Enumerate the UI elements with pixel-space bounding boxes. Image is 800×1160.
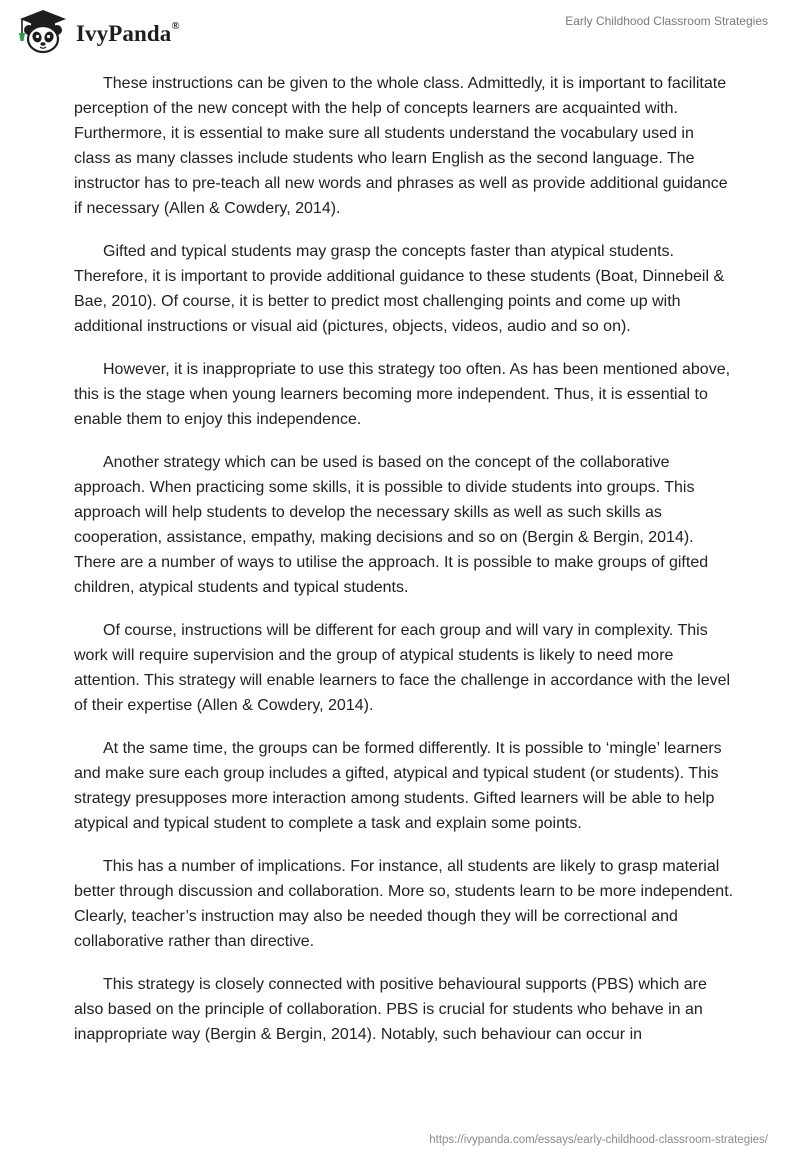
paragraph: This strategy is closely connected with positive behavioural supports (PBS) which are also based on the principle of collaboration. PBS is crucial for students who behave in an inappropriate way (Bergin & Bergin, 2014). Notably, such behaviour can occur in <box>74 976 707 1043</box>
panda-graduation-cap-icon <box>14 8 72 54</box>
brand-name: IvyPanda® <box>76 20 180 46</box>
ivypanda-logo[interactable] <box>14 8 180 54</box>
paragraph: These instructions can be given to the whole class. Admittedly, it is important to facilitate perception of the new concept with the help of concepts learners are acquainted with. Furthermore, it is essential to make sure all students understand the vocabulary used in class as many classes include students who learn English as the second language. The instructor has to pre-teach all new words and phrases as well as provide additional guidance if necessary (Allen & Cowdery, 2014). <box>74 75 728 217</box>
paragraph: Of course, instructions will be different for each group and will vary in complexity. This work will require supervision and the group of atypical students is likely to need more attention. This strategy will enable learners to face the challenge in accordance with the level of their expertise (Allen & Cowdery, 2014). <box>74 622 731 714</box>
paragraph: Another strategy which can be used is based on the concept of the collaborative approach. When practicing some skills, it is possible to divide students into groups. This approach will help students to develop the necessary skills as well as such skills as cooperation, assistance, empathy, making decisions and so on (Bergin & Bergin, 2014). There are a number of ways to utilise the approach. It is possible to make groups of gifted children, atypical students and typical students. <box>74 454 709 596</box>
document-title: Early Childhood Classroom Strategies <box>565 14 768 28</box>
paragraph: However, it is inappropriate to use this strategy too often. As has been mentioned above, this is the stage when young learners becoming more independent. Thus, it is essential to enable them to enjoy this independence. <box>74 361 731 428</box>
essay-body <box>74 71 734 1065</box>
page-header <box>0 0 800 60</box>
paragraph: Gifted and typical students may grasp the concepts faster than atypical students. Therefore, it is important to provide additional guidance to these students (Boat, Dinnebeil & Bae, 2010). Of course, it is better to predict most challenging points and come up with additional instructions or visual aid (pictures, objects, videos, audio and so on). <box>74 243 725 335</box>
paragraph: At the same time, the groups can be formed differently. It is possible to ‘mingle’ learners and make sure each group includes a gifted, atypical and typical student (or students). This strategy presupposes more interaction among students. Gifted learners will be able to help atypical and typical student to complete a task and explain some points. <box>74 740 722 832</box>
paragraph: This has a number of implications. For instance, all students are likely to grasp material better through discussion and collaboration. More so, students learn to be more independent. Clearly, teacher’s instruction may also be needed though they will be correctional and collaborative rather than directive. <box>74 858 734 950</box>
source-url[interactable]: https://ivypanda.com/essays/early-childhood-classroom-strategies/ <box>429 1134 768 1146</box>
